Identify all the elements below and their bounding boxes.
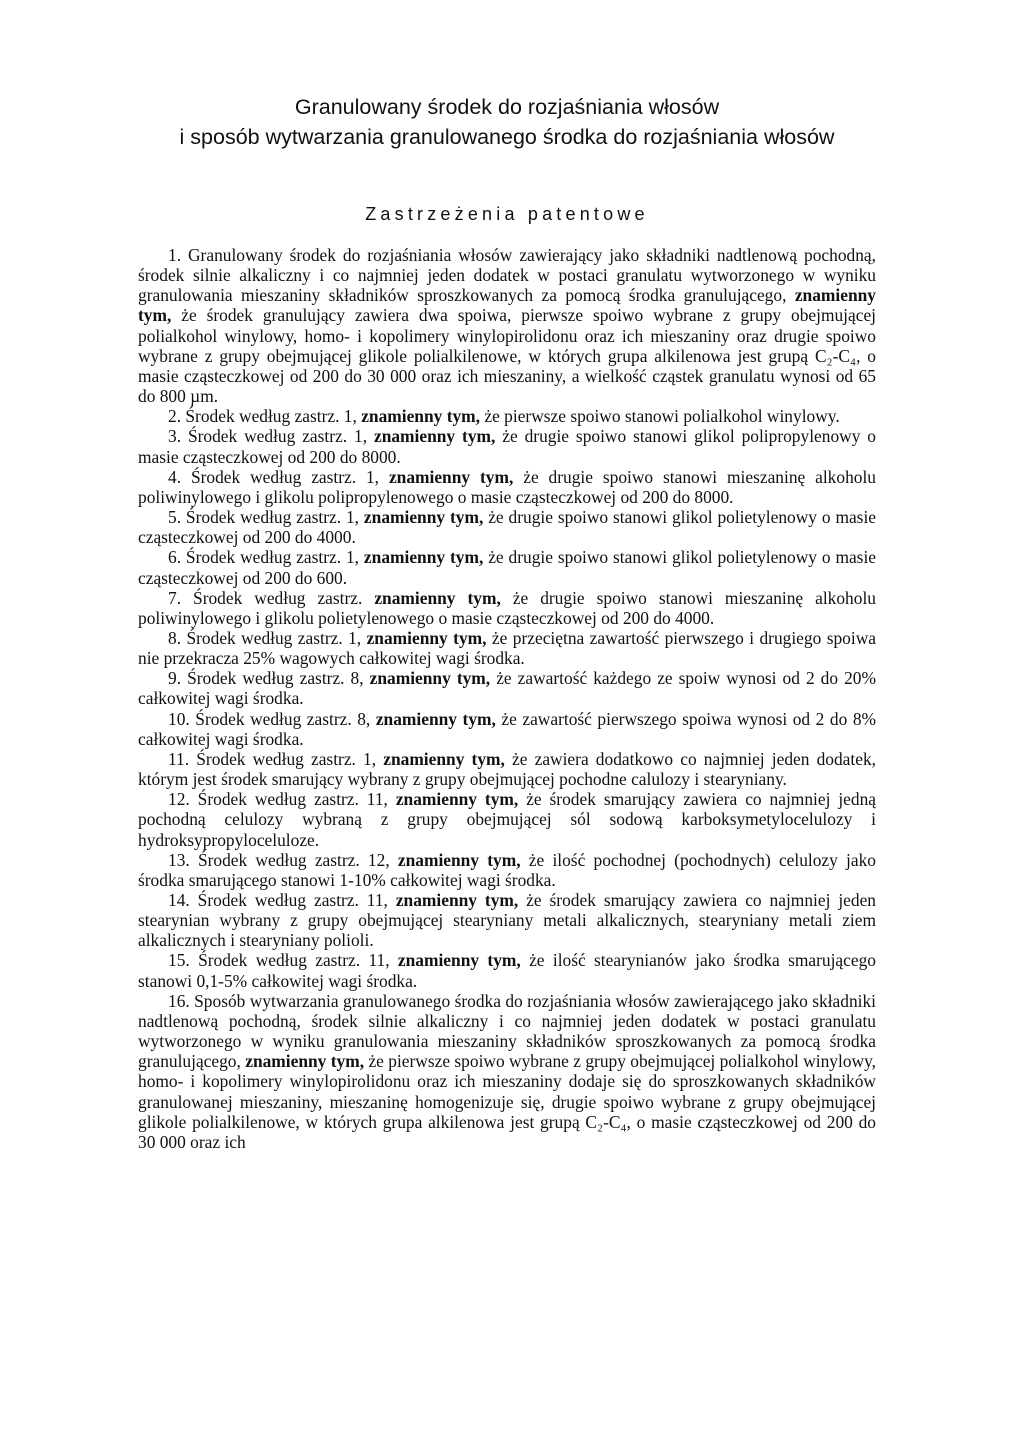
claim: 7. Środek według zastrz. znamienny tym, że drugie spoiwo stanowi mieszaninę alkoholu poliwinylowego i glikolu polietylenowego o masie cząsteczkowej od 200 do 4000. [138,587,876,628]
claim: 9. Środek według zastrz. 8, znamienny tym, że zawartość każdego ze spoiw wynosi od 2 do 20% całkowitej wagi środka. [138,668,876,709]
claim-keyword: znamienny tym, [369,668,491,689]
claim: 10. Środek według zastrz. 8, znamienny tym, że zawartość pierwszego spoiwa wynosi od 2 do 8% całkowitej wagi środka. [138,708,876,749]
claim: 4. Środek według zastrz. 1, znamienny tym, że drugie spoiwo stanowi mieszaninę alkoholu poliwinylowego i glikolu polipropylenowego o masie cząsteczkowej od 200 do 8000. [138,466,876,507]
title-line-1: Granulowany środek do rozjaśniania włosów [294,95,720,119]
claim: 13. Środek według zastrz. 12, znamienny tym, że ilość pochodnej (pochodnych) celulozy jako środka smarującego stanowi 1-10% całkowitej wagi środka. [138,849,876,890]
claim: 11. Środek według zastrz. 1, znamienny tym, że zawiera dodatkowo co najmniej jeden dodatek, którym jest środek smarujący wybrany z grupy obejmującej pochodne calulozy i stearyniany. [138,748,876,790]
claim: 2. Środek według zastrz. 1, znamienny tym, że pierwsze spoiwo stanowi polialkohol winylowy. [168,406,840,427]
claim: 16. Sposób wytwarzania granulowanego środka do rozjaśniania włosów zawierającego jako składniki nadtlenową pochodną, środek silnie alkaliczny i co najmniej jeden dodatek w postaci granulatu wytworzonego w wyniku granulowania mieszaniny składników sproszkowanych za pomocą środka granulującego, znamienny tym, że pierwsze spoiwo wybrane z grupy obejmującej polialkohol winylowy, homo- i kopolimery winylopirolidonu oraz ich mieszaniny dodaje się do sproszkowanych składników granulowanej mieszaniny, mieszaninę homogenizuje się, drugie spoiwo wybrane z grupy obejmującej glikole polialkilenowe, w których grupa alkilenowa jest grupą C₂-C₄, o masie cząsteczkowej od 200 do 30 000 oraz ich [138,990,876,1152]
claim: 15. Środek według zastrz. 11, znamienny tym, że ilość stearynianów jako środka smarującego stanowi 0,1-5% całkowitej wagi środka. [138,950,876,991]
claim-keyword: znamienny tym, [375,708,496,729]
claim: 1. Granulowany środek do rozjaśniania włosów zawierający jako składniki nadtlenową pochodną, środek silnie alkaliczny i co najmniej jeden dodatek w postaci granulatu wytworzonego w wyniku granulowania mieszaniny składników sproszkowanych za pomocą środka granulującego, znamienny tym, że środek granulujący zawiera dwa spoiwa, pierwsze spoiwo wybrane z grupy obejmującej polialkohol winylowy, homo- i kopolimery winylopirolidonu oraz ich mieszaniny oraz drugie spoiwo wybrane z grupy obejmującej glikole polialkilenowe, w których grupa alkilenowa jest grupą C₂-C₄, o masie cząsteczkowej od 200 do 30 000 oraz ich mieszaniny, a wielkość cząstek granulatu wynosi od 65 do 800 µm. [138,245,876,407]
claim-keyword: znamienny tym, [363,547,484,568]
claim-keyword: znamienny tym, [397,849,521,870]
claim-keyword: znamienny tym, [388,466,514,487]
claim-keyword: znamienny tym, [397,950,521,971]
claim-keyword: znamienny tym, [373,426,496,447]
document-title [138,92,876,152]
claims-list [138,245,876,1152]
claim-keyword: znamienny tym, [383,748,505,769]
claim-keyword: znamienny tym, [138,285,876,326]
claim: 8. Środek według zastrz. 1, znamienny tym, że przeciętna zawartość pierwszego i drugiego spoiwa nie przekracza 25% wagowych całkowitej wagi środka. [138,627,876,669]
title-line-2: i sposób wytwarzania granulowanego środka do rozjaśniania włosów [179,125,835,149]
claim-keyword: znamienny tym, [374,587,501,608]
claim-keyword: znamienny tym, [395,890,519,910]
claim: 12. Środek według zastrz. 11, znamienny tym, że środek smarujący zawiera co najmniej jedną pochodną celulozy wybraną z grupy obejmującej sól sodową karboksymetylocelulozy i hydroksypropyloceluloze. [138,789,876,850]
claim: 5. Środek według zastrz. 1, znamienny tym, że drugie spoiwo stanowi glikol polietylenowy o masie cząsteczkowej od 200 do 4000. [138,507,877,548]
claim-keyword: znamienny tym, [245,1051,365,1072]
claim: 3. Środek według zastrz. 1, znamienny tym, że drugie spoiwo stanowi glikol polipropylenowy o masie cząsteczkowej od 200 do 8000. [138,426,876,467]
document-page [138,92,876,1152]
claim: 6. Środek według zastrz. 1, znamienny tym, że drugie spoiwo stanowi glikol polietylenowy o masie cząsteczkowej od 200 do 600. [138,547,877,588]
claim-keyword: znamienny tym, [395,789,519,810]
section-heading: Zastrzeżenia patentowe [365,204,649,224]
claim: 14. Środek według zastrz. 11, znamienny tym, że środek smarujący zawiera co najmniej jeden stearynian wybrany z grupy obejmującej stearyniany metali alkalicznych, stearyniany metali ziem alkalicznych i stearyniany polioli. [138,890,876,951]
claim-keyword: znamienny tym, [363,507,484,528]
claim-keyword: znamienny tym, [361,406,481,427]
claim-keyword: znamienny tym, [366,627,487,648]
